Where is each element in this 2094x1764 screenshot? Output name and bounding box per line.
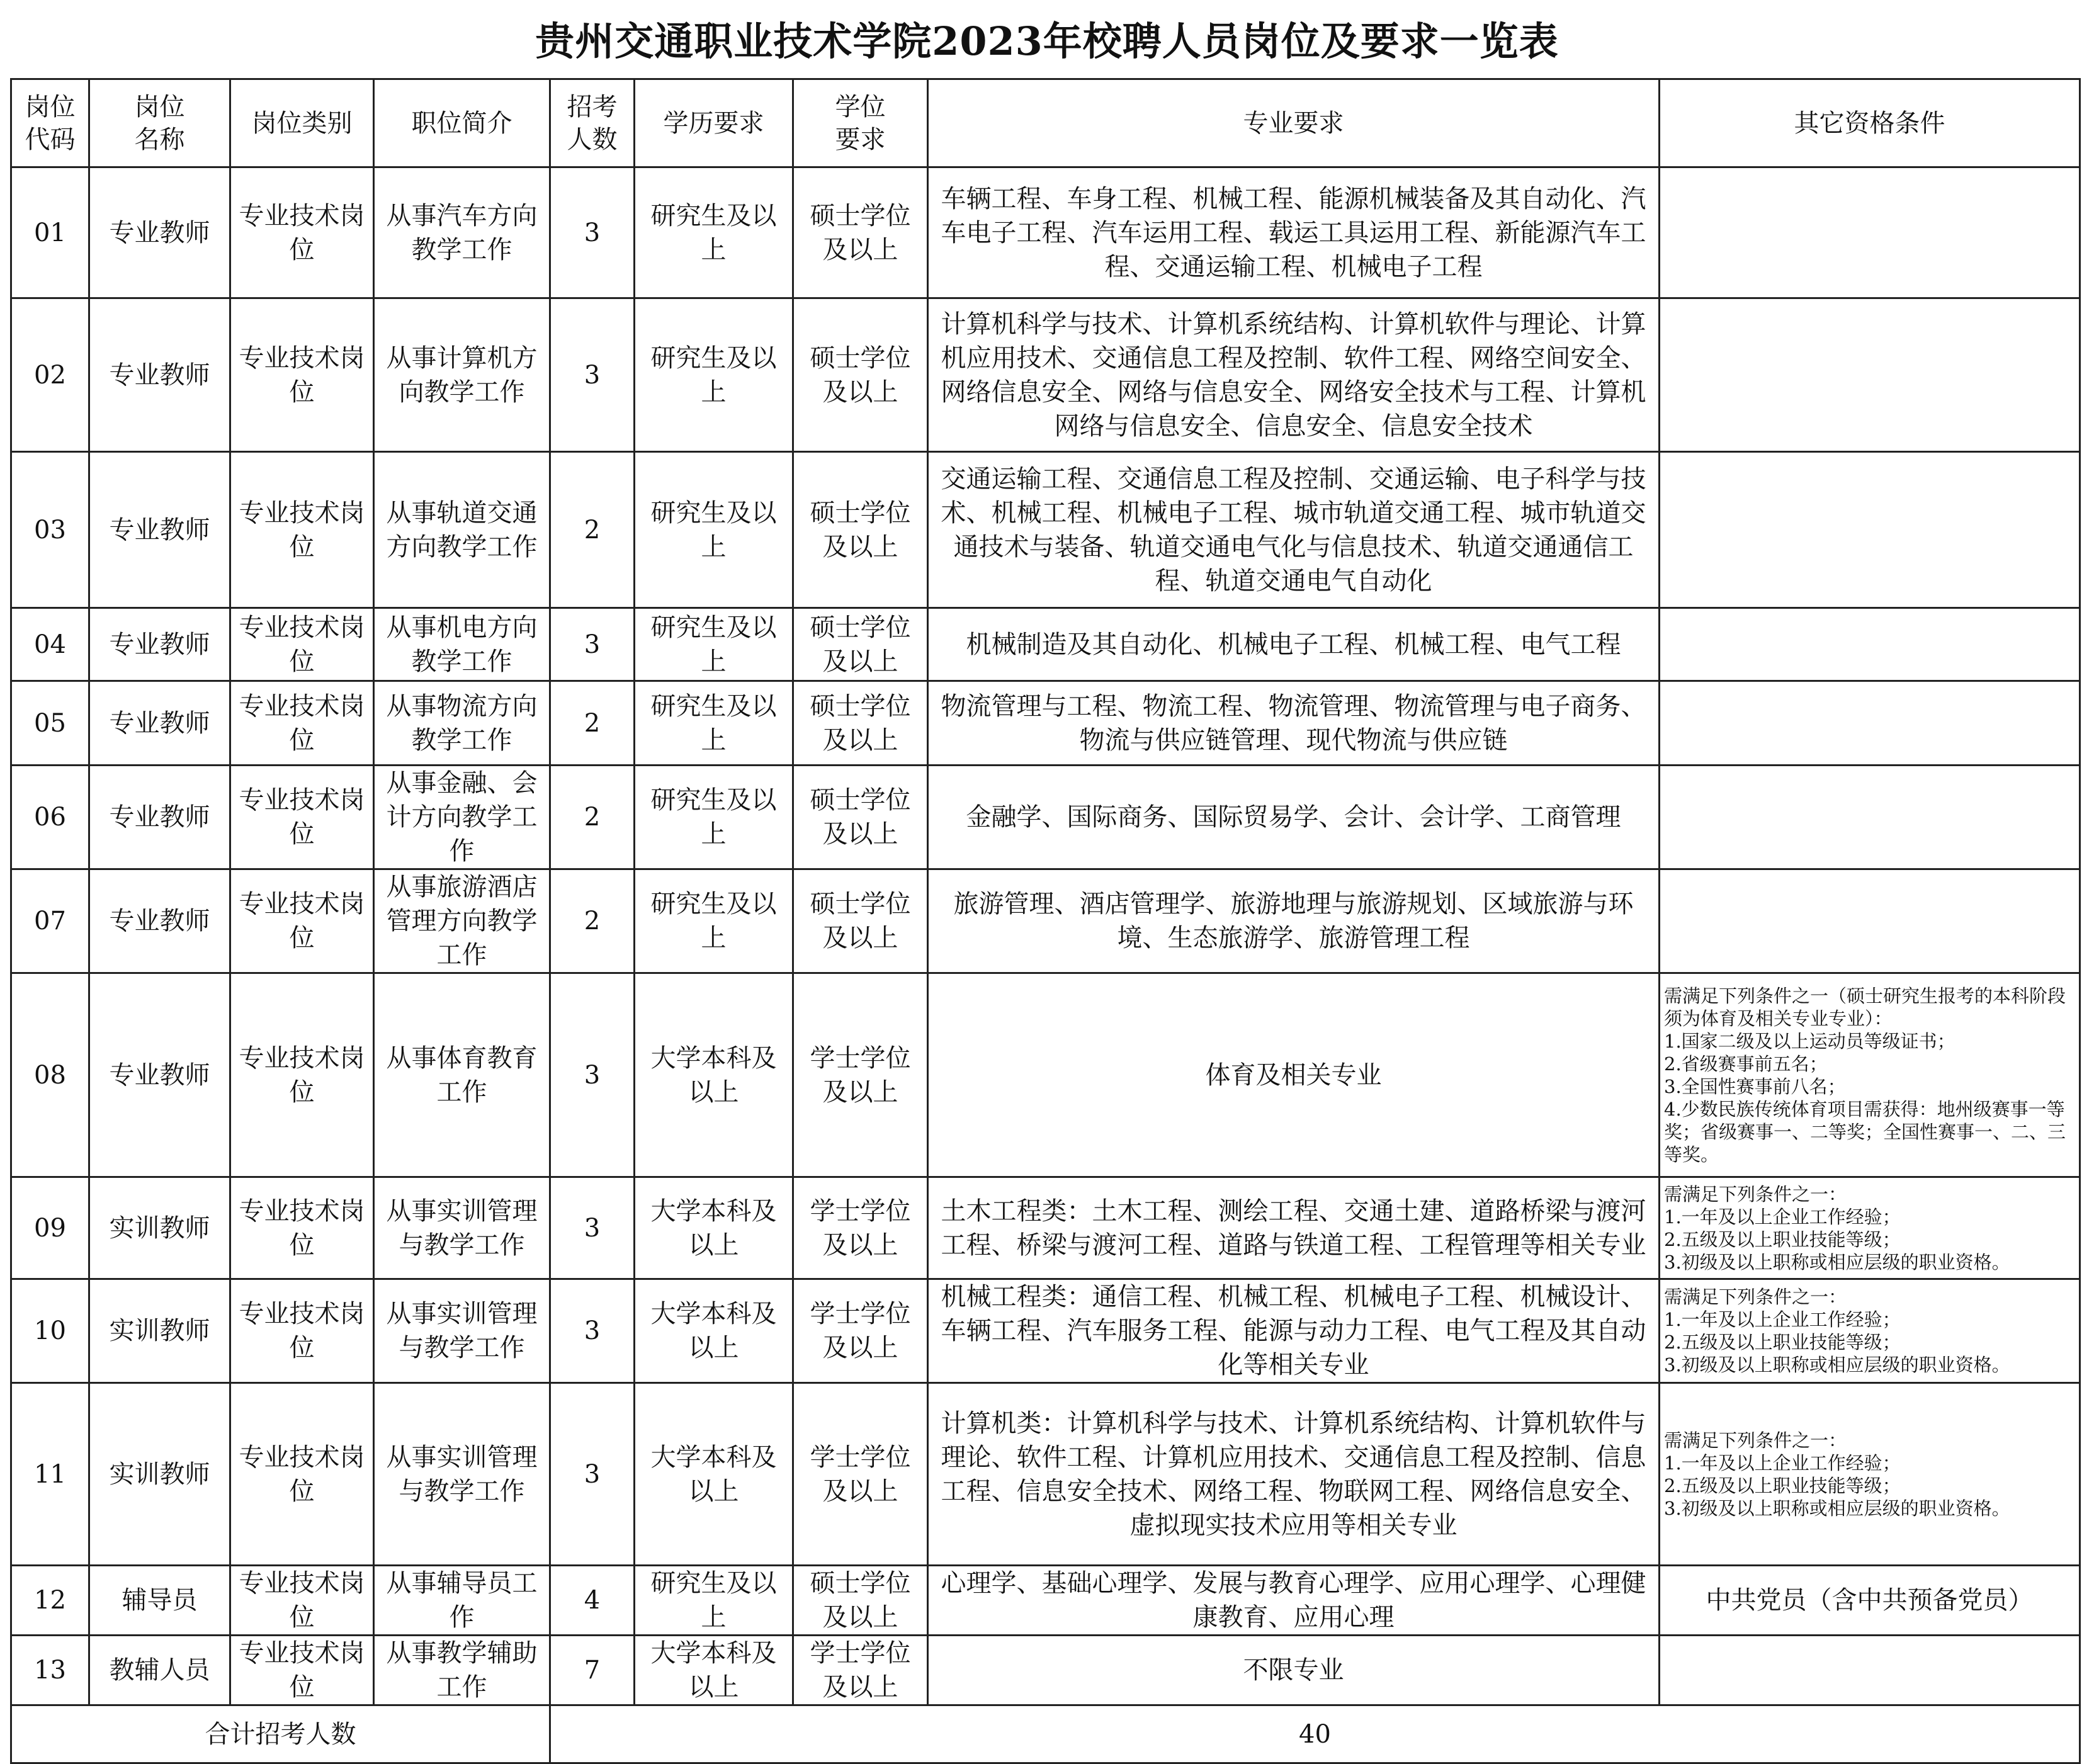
row-other [1660,167,2080,298]
row-degree: 硕士学位及以上 [793,766,928,869]
table-row [11,681,2080,766]
row-education: 研究生及以上 [635,869,793,973]
row-education: 研究生及以上 [635,298,793,452]
row-intro: 从事体育教育工作 [374,973,550,1177]
row-education: 研究生及以上 [635,766,793,869]
row-intro: 从事计算机方向教学工作 [374,298,550,452]
row-name: 专业教师 [89,869,230,973]
row-category: 专业技术岗位 [230,298,374,452]
row-intro: 从事轨道交通方向教学工作 [374,452,550,608]
row-major: 土木工程类：土木工程、测绘工程、交通土建、道路桥梁与渡河工程、桥梁与渡河工程、道路与铁道工程、工程管理等相关专业 [928,1177,1660,1279]
total-value: 40 [550,1705,2080,1763]
row-name: 专业教师 [89,452,230,608]
table-row [11,608,2080,681]
row-name: 实训教师 [89,1177,230,1279]
row-code: 10 [11,1279,89,1383]
row-degree: 学士学位及以上 [793,973,928,1177]
row-category: 专业技术岗位 [230,973,374,1177]
row-education: 大学本科及以上 [635,1383,793,1566]
row-name: 专业教师 [89,766,230,869]
header-intro: 职位简介 [374,79,550,167]
row-code: 01 [11,167,89,298]
row-code: 13 [11,1636,89,1705]
row-name: 实训教师 [89,1279,230,1383]
row-code: 05 [11,681,89,766]
row-major: 体育及相关专业 [928,973,1660,1177]
row-degree: 硕士学位及以上 [793,869,928,973]
row-category: 专业技术岗位 [230,1177,374,1279]
row-other [1660,452,2080,608]
row-category: 专业技术岗位 [230,452,374,608]
table-row [11,1177,2080,1279]
row-category: 专业技术岗位 [230,608,374,681]
row-count: 4 [550,1566,635,1636]
header-category: 岗位类别 [230,79,374,167]
row-major: 心理学、基础心理学、发展与教育心理学、应用心理学、心理健康教育、应用心理 [928,1566,1660,1636]
row-other: 需满足下列条件之一： 1.一年及以上企业工作经验； 2.五级及以上职业技能等级； 3.初级及以上职称或相应层级的职业资格。 [1660,1279,2080,1383]
row-degree: 硕士学位及以上 [793,681,928,766]
row-category: 专业技术岗位 [230,869,374,973]
row-other: 需满足下列条件之一（硕士研究生报考的本科阶段须为体育及相关专业专业）： 1.国家二级及以上运动员等级证书； 2.省级赛事前五名； 3.全国性赛事前八名； 4.少数民族传统体育项目需获得：地州级赛事一等奖；省级赛事一、二等奖；全国性赛事一、二、三等奖。 [1660,973,2080,1177]
row-other: 中共党员（含中共预备党员） [1660,1566,2080,1636]
row-name: 专业教师 [89,608,230,681]
row-count: 2 [550,681,635,766]
row-degree: 硕士学位及以上 [793,298,928,452]
row-name: 专业教师 [89,167,230,298]
row-name: 专业教师 [89,298,230,452]
header-education: 学历要求 [635,79,793,167]
row-code: 06 [11,766,89,869]
row-major: 车辆工程、车身工程、机械工程、能源机械装备及其自动化、汽车电子工程、汽车运用工程、载运工具运用工程、新能源汽车工程、交通运输工程、机械电子工程 [928,167,1660,298]
row-category: 专业技术岗位 [230,167,374,298]
row-degree: 硕士学位及以上 [793,167,928,298]
row-count: 3 [550,1383,635,1566]
row-other [1660,766,2080,869]
row-other [1660,1636,2080,1705]
row-code: 07 [11,869,89,973]
row-major: 机械制造及其自动化、机械电子工程、机械工程、电气工程 [928,608,1660,681]
row-major: 金融学、国际商务、国际贸易学、会计、会计学、工商管理 [928,766,1660,869]
row-intro: 从事汽车方向教学工作 [374,167,550,298]
row-code: 12 [11,1566,89,1636]
row-category: 专业技术岗位 [230,766,374,869]
header-count: 招考 人数 [550,79,635,167]
row-major: 交通运输工程、交通信息工程及控制、交通运输、电子科学与技术、机械工程、机械电子工程、城市轨道交通工程、城市轨道交通技术与装备、轨道交通电气化与信息技术、轨道交通通信工程、轨道交通电气自动化 [928,452,1660,608]
row-other [1660,608,2080,681]
row-category: 专业技术岗位 [230,1636,374,1705]
row-count: 3 [550,608,635,681]
row-major: 物流管理与工程、物流工程、物流管理、物流管理与电子商务、物流与供应链管理、现代物流与供应链 [928,681,1660,766]
header-code: 岗位 代码 [11,79,89,167]
row-other [1660,298,2080,452]
row-other: 需满足下列条件之一： 1.一年及以上企业工作经验； 2.五级及以上职业技能等级； 3.初级及以上职称或相应层级的职业资格。 [1660,1177,2080,1279]
row-education: 研究生及以上 [635,167,793,298]
row-count: 3 [550,973,635,1177]
row-count: 3 [550,1177,635,1279]
table-row [11,766,2080,869]
header-row [11,79,2080,167]
row-major: 计算机类：计算机科学与技术、计算机系统结构、计算机软件与理论、软件工程、计算机应用技术、交通信息工程及控制、信息工程、信息安全技术、网络工程、物联网工程、网络信息安全、虚拟现实技术应用等相关专业 [928,1383,1660,1566]
row-category: 专业技术岗位 [230,1279,374,1383]
row-education: 研究生及以上 [635,452,793,608]
row-count: 3 [550,167,635,298]
table-row [11,1636,2080,1705]
page-title: 贵州交通职业技术学院2023年校聘人员岗位及要求一览表 [535,18,1559,64]
row-intro: 从事实训管理与教学工作 [374,1177,550,1279]
row-intro: 从事物流方向教学工作 [374,681,550,766]
row-other [1660,869,2080,973]
row-name: 实训教师 [89,1383,230,1566]
row-name: 专业教师 [89,681,230,766]
row-code: 03 [11,452,89,608]
row-major: 计算机科学与技术、计算机系统结构、计算机软件与理论、计算机应用技术、交通信息工程及控制、软件工程、网络空间安全、网络信息安全、网络与信息安全、网络安全技术与工程、计算机网络与信息安全、信息安全、信息安全技术 [928,298,1660,452]
row-degree: 学士学位及以上 [793,1383,928,1566]
row-major: 不限专业 [928,1636,1660,1705]
row-major: 旅游管理、酒店管理学、旅游地理与旅游规划、区域旅游与环境、生态旅游学、旅游管理工程 [928,869,1660,973]
table-row [11,167,2080,298]
row-name: 专业教师 [89,973,230,1177]
row-code: 04 [11,608,89,681]
row-degree: 学士学位及以上 [793,1177,928,1279]
table-row [11,869,2080,973]
row-intro: 从事实训管理与教学工作 [374,1383,550,1566]
row-degree: 学士学位及以上 [793,1279,928,1383]
row-count: 2 [550,766,635,869]
row-category: 专业技术岗位 [230,1566,374,1636]
row-education: 研究生及以上 [635,608,793,681]
row-other [1660,681,2080,766]
row-name: 教辅人员 [89,1636,230,1705]
row-count: 3 [550,298,635,452]
row-intro: 从事实训管理与教学工作 [374,1279,550,1383]
row-intro: 从事旅游酒店管理方向教学工作 [374,869,550,973]
row-code: 11 [11,1383,89,1566]
table-row [11,1566,2080,1636]
row-category: 专业技术岗位 [230,681,374,766]
table-row [11,298,2080,452]
table-row [11,452,2080,608]
row-count: 7 [550,1636,635,1705]
row-education: 研究生及以上 [635,681,793,766]
row-category: 专业技术岗位 [230,1383,374,1566]
row-name: 辅导员 [89,1566,230,1636]
row-education: 研究生及以上 [635,1566,793,1636]
row-degree: 硕士学位及以上 [793,608,928,681]
header-other: 其它资格条件 [1660,79,2080,167]
row-code: 08 [11,973,89,1177]
row-degree: 学士学位及以上 [793,1636,928,1705]
row-code: 09 [11,1177,89,1279]
row-count: 2 [550,869,635,973]
row-degree: 硕士学位及以上 [793,1566,928,1636]
header-degree: 学位 要求 [793,79,928,167]
row-intro: 从事机电方向教学工作 [374,608,550,681]
row-intro: 从事教学辅助工作 [374,1636,550,1705]
row-intro: 从事辅导员工作 [374,1566,550,1636]
header-major: 专业要求 [928,79,1660,167]
row-major: 机械工程类：通信工程、机械工程、机械电子工程、机械设计、车辆工程、汽车服务工程、能源与动力工程、电气工程及其自动化等相关专业 [928,1279,1660,1383]
row-education: 大学本科及以上 [635,1177,793,1279]
row-other: 需满足下列条件之一： 1.一年及以上企业工作经验； 2.五级及以上职业技能等级； 3.初级及以上职称或相应层级的职业资格。 [1660,1383,2080,1566]
positions-table [10,78,2081,1764]
table-row [11,1279,2080,1383]
table-row [11,1383,2080,1566]
row-intro: 从事金融、会计方向教学工作 [374,766,550,869]
total-label: 合计招考人数 [11,1705,550,1763]
row-education: 大学本科及以上 [635,1279,793,1383]
row-education: 大学本科及以上 [635,1636,793,1705]
row-code: 02 [11,298,89,452]
row-count: 2 [550,452,635,608]
row-degree: 硕士学位及以上 [793,452,928,608]
header-name: 岗位 名称 [89,79,230,167]
row-count: 3 [550,1279,635,1383]
table-row [11,973,2080,1177]
row-education: 大学本科及以上 [635,973,793,1177]
total-row [11,1705,2080,1763]
